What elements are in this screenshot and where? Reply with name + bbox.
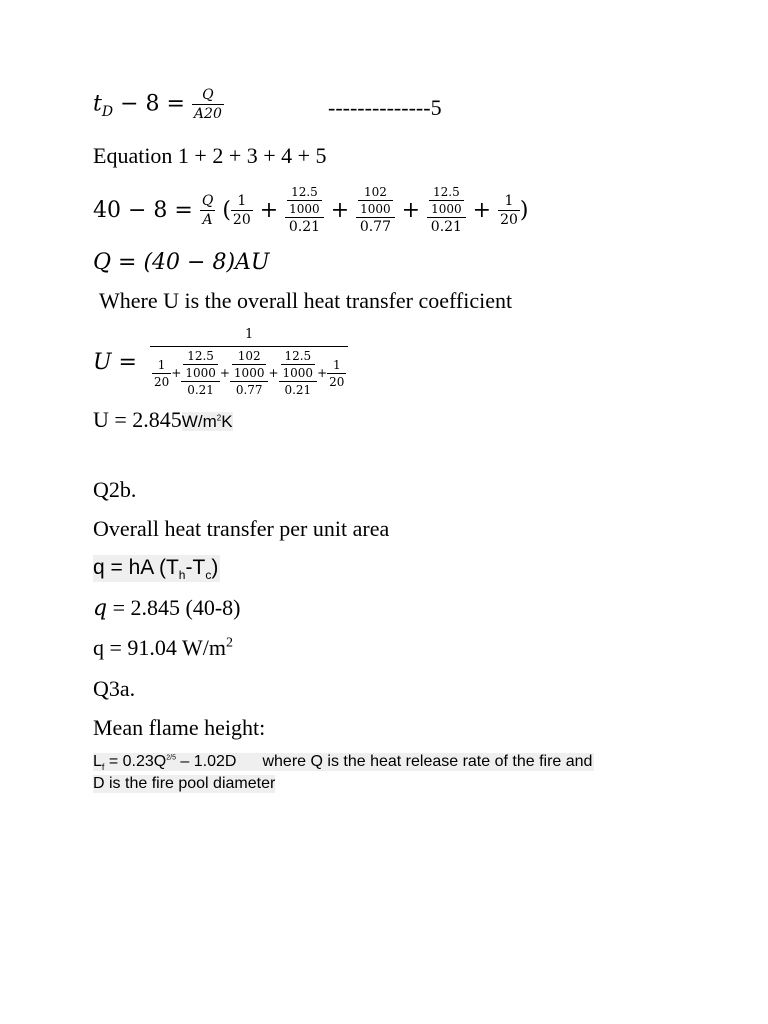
inner-frac: [427, 186, 466, 217]
d-term-5: [327, 359, 346, 388]
frac-den: 20: [500, 211, 518, 228]
u-result: [93, 407, 233, 433]
inner-den: 1000: [233, 366, 265, 380]
frac-num: 1: [504, 192, 514, 209]
frac-den: 0.77: [230, 381, 269, 396]
frac-den: 0.77: [356, 217, 395, 234]
close-paren: ): [519, 197, 529, 223]
inner-den: 1000: [289, 202, 320, 216]
frac-num: 1: [237, 192, 247, 209]
plus: +: [323, 197, 357, 223]
plus: +: [268, 366, 279, 380]
inner-num: 102: [363, 185, 387, 199]
frac-num: Q: [202, 87, 214, 103]
equation-q: Q = (40 − 8)AU: [93, 250, 270, 275]
unit-k: K: [221, 412, 233, 431]
inner-den: 1000: [431, 202, 462, 216]
open-paren: (: [215, 197, 231, 223]
lhs: 40 − 8 =: [93, 197, 200, 223]
plus: +: [317, 366, 328, 380]
frac-den: 20: [329, 374, 345, 389]
q-over-a: [200, 194, 215, 227]
inner-num: 12.5: [291, 185, 318, 199]
frac-den: A: [200, 210, 215, 227]
q-result: [93, 635, 233, 661]
formula-a: = 0.23Q: [104, 753, 167, 770]
mean-flame-height-label: Mean flame height:: [93, 715, 266, 740]
sub-c: c: [205, 568, 212, 583]
frac-den: 20: [232, 211, 251, 228]
inner-num: 12.5: [433, 185, 460, 199]
plus: +: [252, 197, 286, 223]
var-l: L: [93, 753, 102, 770]
u-unit: [182, 412, 233, 431]
term-102-over-0-77: [356, 186, 395, 234]
q-result-text: q = 91.04 W/m: [93, 635, 226, 660]
formula-description: where Q is the heat release rate of the fire and: [262, 753, 593, 770]
term-1-over-20-b: [498, 194, 520, 227]
frac-den: 0.21: [285, 217, 324, 234]
formula-b: – 1.02D: [175, 753, 237, 770]
lhs-u: U =: [93, 349, 144, 375]
frac-den: 0.21: [427, 217, 466, 234]
u-den: [150, 346, 348, 396]
frac-num: Q: [201, 192, 214, 209]
inner-den: 1000: [282, 366, 314, 380]
u-fraction: [150, 328, 348, 396]
equation-u: [93, 326, 348, 398]
var-q: q: [93, 596, 108, 621]
d-term-3: [230, 350, 269, 396]
d-term-2: [181, 350, 220, 396]
fire-pool-diameter-text: D is the fire pool diameter: [93, 775, 276, 792]
u-value: U = 2.845: [93, 407, 182, 432]
plus: +: [219, 366, 230, 380]
inner-den: 1000: [360, 202, 391, 216]
frac-num: 1: [332, 357, 341, 372]
plus: +: [171, 366, 182, 380]
flame-height-formula: [93, 753, 594, 771]
equation-q-value: [93, 595, 240, 621]
eq-part-c: ): [211, 556, 219, 579]
plus: +: [394, 197, 428, 223]
plus: +: [465, 197, 499, 223]
equals-part: − 8 =: [113, 91, 192, 117]
eq-rest: = 2.845 (40-8): [107, 595, 241, 620]
eq-part-b: -T: [185, 556, 206, 579]
where-u-text: Where U is the overall heat transfer coefficient: [99, 288, 513, 313]
heading-q3a: Q3a.: [93, 676, 136, 701]
inner-frac: [285, 186, 324, 217]
equation-sum-line: Equation 1 + 2 + 3 + 4 + 5: [93, 143, 327, 168]
sub-h: h: [178, 568, 186, 583]
d-term-4: [279, 350, 318, 396]
equation-expanded: [93, 180, 528, 240]
inner-num: 102: [237, 349, 261, 363]
sub-d: D: [101, 103, 114, 120]
inner-num: 12.5: [284, 349, 312, 363]
frac-num: 1: [157, 357, 166, 372]
frac-den: 0.21: [279, 381, 318, 396]
equation-q-ha: [93, 555, 220, 582]
equation-td: [93, 88, 224, 121]
heading-q2b: Q2b.: [93, 477, 137, 502]
var-t: t: [93, 91, 102, 117]
frac-den: A20: [193, 106, 222, 122]
eq-part-a: q = hA (T: [93, 556, 179, 579]
unit-sup: 2: [216, 413, 222, 423]
q-result-sup: 2: [226, 635, 233, 651]
frac-den: 20: [153, 374, 170, 389]
sub-f: f: [101, 762, 105, 773]
inner-den: 1000: [185, 366, 216, 380]
inner-num: 12.5: [187, 349, 214, 363]
term-12-5-over-0-21-b: [427, 186, 466, 234]
d-term-1: [152, 359, 171, 388]
q-over-a20: [192, 88, 224, 121]
frac-den: 0.21: [181, 381, 220, 396]
term-12-5-over-0-21: [285, 186, 324, 234]
equation-number-dashes: --------------5: [328, 95, 442, 120]
sup-2-5: 2/5: [166, 754, 176, 762]
overall-heat-transfer-text: Overall heat transfer per unit area: [93, 516, 390, 541]
unit-w: W/m: [181, 412, 217, 431]
term-1-over-20: [231, 194, 253, 227]
u-num: 1: [245, 327, 254, 342]
inner-frac: [356, 186, 395, 217]
